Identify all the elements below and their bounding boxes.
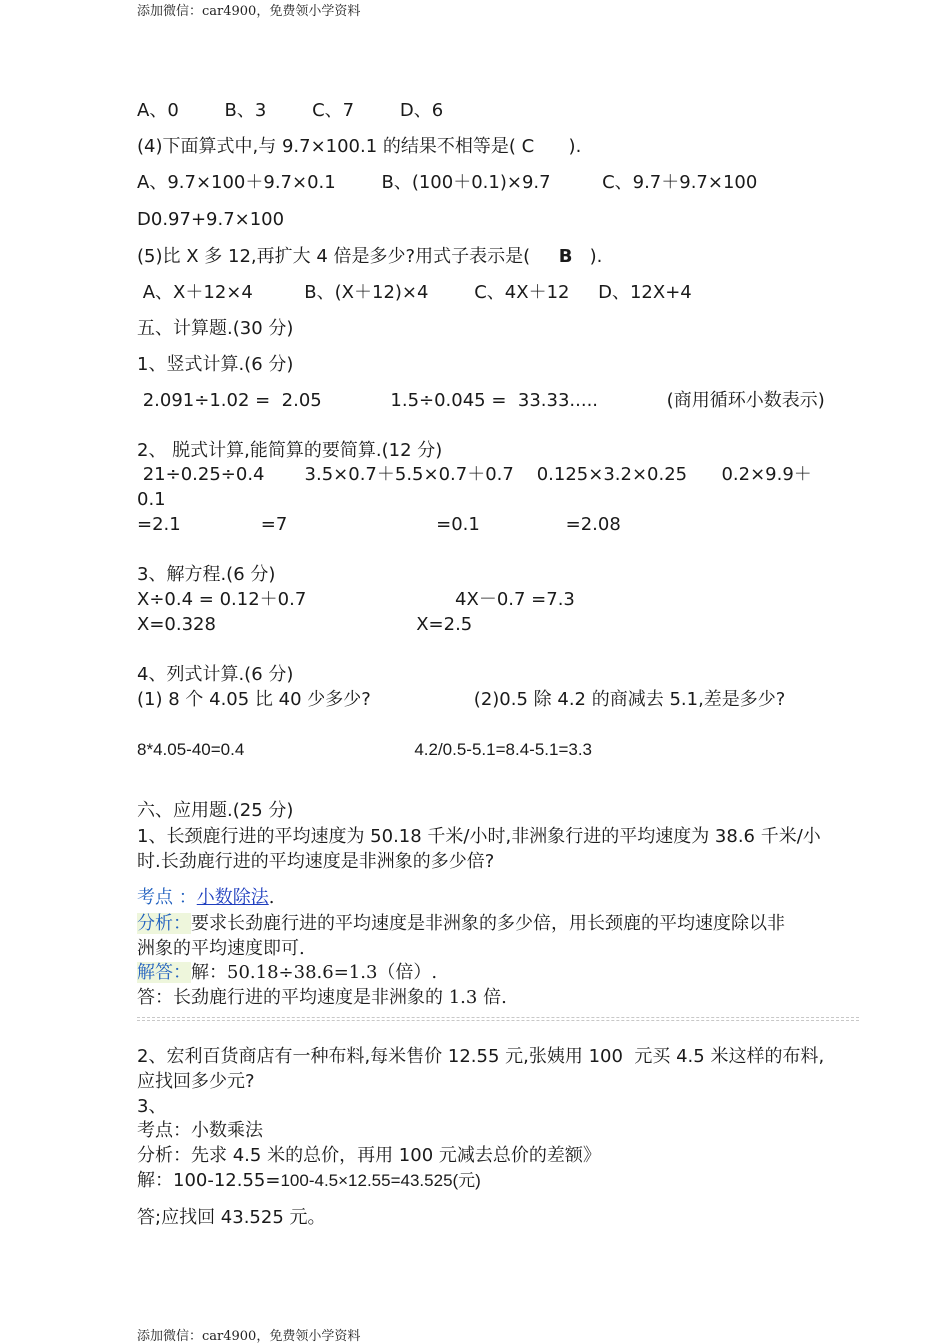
problem3-kaodian: 考点：小数乘法	[137, 1120, 263, 1141]
problem1-fenxi-2: 洲象的平均速度即可.	[137, 938, 305, 959]
page-footer: 添加微信：car4900，免费领小学资料	[137, 1329, 361, 1344]
problem3-jie	[137, 1169, 481, 1193]
section5-1-title: 1、竖式计算.(6 分)	[137, 354, 294, 375]
section5-4-title: 4、列式计算.(6 分)	[137, 664, 294, 685]
problem1-answer: 答：长劲鹿行进的平均速度是非洲象的 1.3 倍.	[137, 987, 507, 1008]
problem1-fenxi-1	[137, 912, 785, 936]
q3-options: A、0 B、3 C、7 D、6	[137, 100, 444, 121]
section5-2-line2: 0.1	[137, 489, 166, 510]
section6-title: 六、应用题.(25 分)	[137, 800, 294, 821]
problem2-line2: 应找回多少元?	[137, 1071, 255, 1092]
section5-2-title: 2、 脱式计算,能简算的要简算.(12 分)	[137, 440, 443, 461]
q5-stem-pre: (5)比 X 多 12,再扩大 4 倍是多少?用式子表示是(	[137, 246, 559, 267]
q4-options-2: D0.97+9.7×100	[137, 209, 285, 230]
problem1-jieda	[137, 961, 437, 985]
jieda-label: 解答：	[137, 962, 191, 983]
fenxi-text-1: 要求长劲鹿行进的平均速度是非洲象的多少倍，用长颈鹿的平均速度除以非	[191, 913, 785, 934]
section5-2-line3: =2.1 =7 =0.1 =2.08	[137, 514, 621, 535]
problem2-line1: 2、宏利百货商店有一种布料,每米售价 12.55 元,张姨用 100 元买 4.5 米这样的布料,	[137, 1046, 825, 1067]
jie-part-a: 解：100-12.55=	[137, 1170, 281, 1191]
section5-title: 五、计算题.(30 分)	[137, 318, 294, 339]
q4-answer: C	[515, 136, 540, 157]
section5-3-title: 3、解方程.(6 分)	[137, 564, 276, 585]
separator-line-2	[137, 1020, 859, 1021]
q4-stem	[137, 135, 581, 159]
separator-line	[137, 1017, 859, 1018]
q5-stem	[137, 245, 602, 269]
section5-4-line1: (1) 8 个 4.05 比 40 少多少? (2)0.5 除 4.2 的商减去 5.1,差是多少?	[137, 689, 786, 710]
q5-answer: B	[558, 246, 573, 267]
q5-stem-post: ).	[572, 246, 603, 267]
problem3-label: 3、	[137, 1096, 167, 1117]
section5-3-line1: X÷0.4 = 0.12＋0.7 4X－0.7 =7.3	[137, 589, 575, 610]
section5-2-line1: 21÷0.25÷0.4 3.5×0.7＋5.5×0.7＋0.7 0.125×3.2×0.25 0.2×9.9＋	[137, 464, 812, 485]
problem1-line1: 1、长颈鹿行进的平均速度为 50.18 千米/小时,非洲象行进的平均速度为 38.6 千米/小	[137, 826, 821, 847]
fenxi-label: 分析：	[137, 913, 191, 934]
problem3-answer: 答;应找回 43.525 元。	[137, 1207, 326, 1228]
q4-stem-post: ).	[539, 136, 582, 157]
problem1-line2: 时.长劲鹿行进的平均速度是非洲象的多少倍?	[137, 851, 495, 872]
problem3-fenxi: 分析：先求 4.5 米的总价，再用 100 元减去总价的差额》	[137, 1145, 601, 1166]
jie-part-b: 100-4.5×12.55=43.525(元)	[280, 1171, 481, 1190]
section5-1-line: 2.091÷1.02 = 2.05 1.5÷0.045 = 33.33..... (商用循环小数表示)	[137, 390, 825, 411]
q4-options-1: A、9.7×100＋9.7×0.1 B、(100＋0.1)×9.7 C、9.7＋9.7×100	[137, 172, 758, 193]
kaodian-end: .	[268, 887, 275, 908]
section5-4-line2: 8*4.05-40=0.4 4.2/0.5-5.1=8.4-5.1=3.3	[137, 740, 593, 759]
kaodian-label: 考点 ：	[137, 887, 197, 908]
q4-stem-pre: (4)下面算式中,与 9.7×100.1 的结果不相等是(	[137, 136, 516, 157]
section5-3-line2: X=0.328 X=2.5	[137, 614, 473, 635]
jieda-text: 解：50.18÷38.6=1.3（倍）.	[191, 962, 438, 983]
page-header: 添加微信：car4900，免费领小学资料	[137, 4, 361, 19]
kaodian-link[interactable]: 小数除法	[196, 887, 269, 908]
problem1-kaodian	[137, 886, 274, 910]
q5-options: A、X＋12×4 B、(X＋12)×4 C、4X＋12 D、12X+4	[137, 282, 692, 303]
